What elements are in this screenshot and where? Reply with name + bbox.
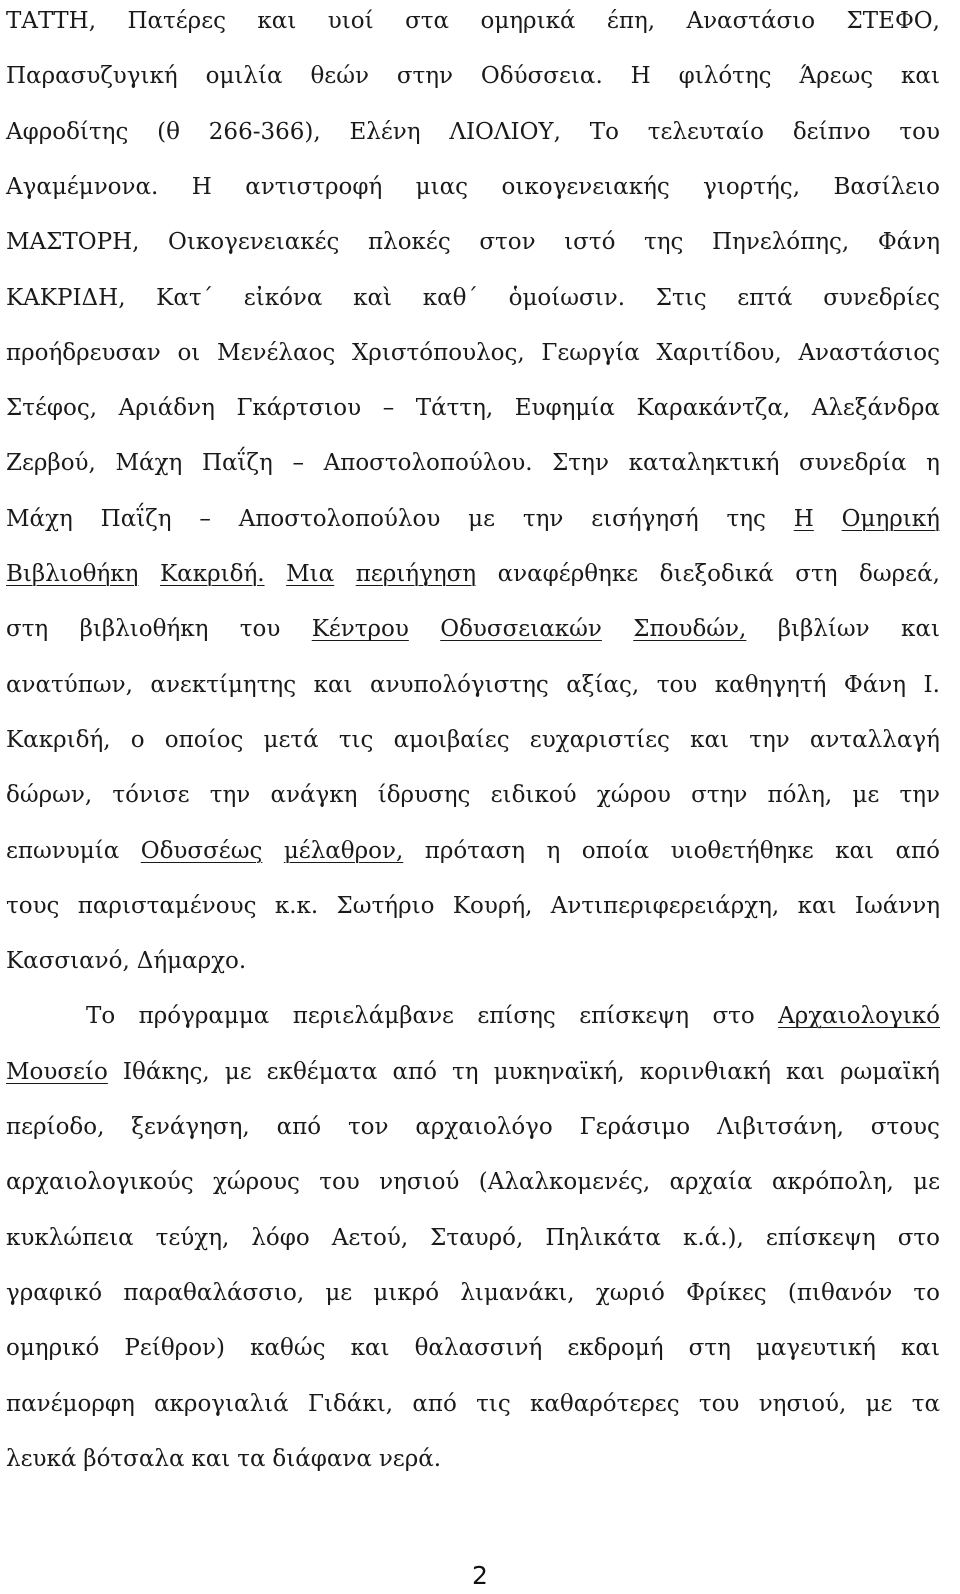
text-word: Χαριτίδου,: [656, 339, 782, 366]
text-word: πλοκές: [368, 229, 451, 256]
text-word: στο: [712, 1003, 755, 1030]
text-word: περιήγηση: [355, 561, 477, 587]
text-word: του: [698, 1390, 740, 1417]
text-word: του: [239, 616, 281, 643]
text-line: [6, 775, 940, 815]
text-word: και: [901, 616, 940, 643]
text-word: κορινθιακή: [639, 1058, 771, 1085]
text-word: φιλότης: [678, 63, 772, 90]
text-word: ξενάγηση,: [131, 1114, 250, 1140]
text-word: καταληκτική: [628, 450, 780, 477]
text-word: Αντιπεριφερειάρχη,: [550, 892, 780, 919]
text-line: [6, 388, 940, 428]
text-word: Παΐζη: [201, 450, 273, 477]
text-word: Γεράσιμο: [579, 1114, 691, 1140]
text-word: βιβλιοθήκη: [79, 616, 209, 643]
text-word: τις: [338, 726, 374, 753]
text-word: μέλαθρον,: [283, 837, 404, 864]
text-word: λόφο: [251, 1224, 310, 1251]
text-word: Ιθάκης,: [122, 1058, 210, 1085]
text-word: Φάνη: [843, 671, 907, 698]
document-page: [6, 0, 940, 1594]
text-line: [6, 56, 940, 96]
text-word: Σταυρό,: [430, 1224, 524, 1251]
text-word: Πατέρες: [127, 8, 226, 34]
text-word: αναφέρθηκε: [497, 561, 639, 587]
text-word: ρωμαϊκή: [839, 1058, 940, 1085]
text-word: λευκά: [6, 1445, 77, 1472]
text-word: και: [257, 8, 297, 34]
text-word: και: [901, 63, 940, 90]
text-word: και: [350, 1335, 390, 1362]
text-word: Δήμαρχο.: [136, 948, 247, 975]
text-word: καθηγητή: [714, 671, 827, 698]
text-word: επωνυμία: [6, 837, 120, 864]
text-word: ΚΑΚΡΙΔΗ,: [6, 284, 126, 311]
text-word: Αφροδίτης: [6, 118, 129, 145]
text-word: ακρόπολη,: [771, 1169, 894, 1196]
text-word: με: [913, 1169, 940, 1196]
text-word: ανταλλαγή: [809, 726, 940, 753]
text-word: καθ΄: [422, 284, 478, 311]
text-word: τελευταίο: [647, 118, 765, 145]
text-word: Μάχη: [6, 505, 73, 532]
text-word: και: [786, 1058, 825, 1085]
text-word: από: [895, 837, 940, 864]
text-word: Κακριδή.: [159, 561, 265, 587]
text-word: (θ: [157, 118, 180, 145]
text-word: την: [749, 726, 790, 753]
text-word: υιοθετήθηκε: [670, 837, 814, 864]
text-word: Φρίκες: [686, 1279, 767, 1306]
text-line: [6, 333, 940, 373]
text-word: και: [690, 726, 730, 753]
text-word: ανεκτίμητης: [150, 671, 297, 698]
text-word: συνεδρία: [799, 450, 907, 477]
text-word: Αναστάσιος: [798, 339, 940, 366]
text-word: καθαρότερες: [529, 1390, 680, 1417]
text-word: διάφανα: [272, 1445, 372, 1472]
text-word: με: [852, 782, 880, 809]
text-word: Αναστάσιο: [686, 8, 816, 34]
text-word: η: [926, 450, 940, 477]
text-word: από: [392, 1058, 437, 1085]
text-word: χώρους: [212, 1169, 300, 1196]
text-word: με: [224, 1058, 252, 1085]
text-word: με: [865, 1390, 893, 1417]
text-word: ανυπολόγιστης: [370, 671, 549, 698]
text-line: [6, 554, 940, 594]
text-word: ομηρικά: [480, 8, 576, 34]
text-word: Ζερβού,: [6, 450, 96, 477]
text-word: τη: [452, 1058, 479, 1085]
text-line: [6, 222, 940, 262]
text-word: νησιού,: [758, 1390, 847, 1417]
text-word: Στέφος,: [6, 395, 98, 422]
text-word: και: [901, 1335, 940, 1362]
text-line: [6, 720, 940, 760]
text-word: Γεωργία: [541, 339, 640, 366]
text-word: ευχαριστίες: [529, 726, 670, 753]
text-word: ακρογιαλιά: [154, 1390, 289, 1417]
text-word: εκδρομή: [567, 1335, 664, 1362]
text-word: υιοί: [327, 8, 374, 34]
text-word: Η: [630, 63, 651, 90]
text-word: στη: [795, 561, 838, 587]
text-line: [6, 112, 940, 152]
text-word: τεύχη,: [155, 1224, 230, 1251]
text-word: μικρό: [373, 1279, 440, 1306]
text-word: Καρακάντζα,: [636, 395, 791, 422]
text-word: τις: [476, 1390, 511, 1417]
text-word: Στις: [655, 284, 707, 311]
text-word: οποίος: [164, 726, 244, 753]
text-word: του: [656, 671, 698, 698]
text-word: επτά: [737, 284, 793, 311]
text-word: και: [191, 1445, 231, 1472]
text-word: εἰκόνα: [243, 284, 323, 311]
text-word: Πηλικάτα: [545, 1224, 661, 1251]
text-word: ιστό: [564, 229, 616, 256]
text-word: παρισταμένους: [77, 892, 257, 919]
text-word: από: [276, 1114, 322, 1140]
text-word: Το: [86, 1003, 116, 1030]
text-word: Μια: [286, 561, 335, 587]
text-word: Οδύσσεια.: [480, 63, 603, 90]
text-word: Κατ΄: [156, 284, 214, 311]
text-word: Κουρή,: [452, 892, 533, 919]
text-word: Αλεξάνδρα: [811, 395, 940, 422]
text-word: (Αλαλκομενές,: [478, 1169, 651, 1196]
text-word: γραφικό: [6, 1279, 103, 1306]
text-word: μετά: [263, 726, 319, 753]
text-word: Τάττη,: [415, 395, 494, 422]
text-word: –: [199, 505, 211, 532]
text-word: Λιβιτσάνη,: [716, 1114, 844, 1140]
text-word: βότσαλα: [83, 1445, 185, 1472]
text-word: ειδικού: [490, 782, 577, 809]
text-word: Παΐζη: [100, 505, 172, 532]
text-word: αμοιβαίες: [393, 726, 510, 753]
text-word: Οδυσσειακών: [440, 616, 602, 643]
text-word: έπη,: [606, 8, 656, 34]
text-word: μυκηναϊκή,: [493, 1058, 625, 1085]
text-word: αρχαιολογικούς: [6, 1169, 194, 1196]
text-word: ομηρικό: [6, 1335, 100, 1362]
text-word: συνεδρίες: [823, 284, 940, 311]
text-word: αρχαιολόγο: [415, 1114, 553, 1140]
text-word: τους: [6, 892, 60, 919]
text-word: της: [726, 505, 766, 532]
text-word: Ρείθρον): [124, 1335, 226, 1362]
text-line: [6, 665, 940, 705]
text-word: λιμανάκι,: [460, 1279, 575, 1306]
text-word: ο: [130, 726, 145, 753]
text-line: [6, 167, 940, 207]
text-word: στην: [691, 782, 748, 809]
text-word: Αριάδνη: [118, 395, 215, 422]
text-word: του: [319, 1169, 360, 1196]
text-word: ομιλία: [205, 63, 283, 90]
text-word: Βιβλιοθήκη: [6, 561, 139, 587]
text-word: Οικογενειακές: [168, 229, 340, 256]
text-word: πανέμορφη: [6, 1390, 135, 1417]
text-word: στον: [479, 229, 536, 256]
text-word: Το: [589, 118, 619, 145]
text-line: [6, 1, 940, 41]
text-word: δωρεά,: [859, 561, 940, 587]
text-word: Η: [793, 505, 814, 532]
text-word: Φάνη: [877, 229, 940, 256]
text-line: [6, 1162, 940, 1202]
text-line: [6, 996, 940, 1036]
text-word: το: [913, 1279, 940, 1306]
page-number: 2: [472, 1561, 488, 1590]
text-word: χώρου: [596, 782, 671, 809]
text-line: [6, 1328, 940, 1368]
text-word: κυκλώπεια: [6, 1224, 134, 1251]
text-word: Σωτήριο: [336, 892, 435, 919]
text-word: οποία: [581, 837, 650, 864]
text-word: δώρων,: [6, 782, 93, 809]
text-word: Στην: [552, 450, 609, 477]
text-word: –: [292, 450, 304, 477]
text-word: την: [522, 505, 564, 532]
text-word: νερά.: [378, 1445, 442, 1472]
text-word: τόνισε: [112, 782, 190, 809]
text-word: κ.κ.: [274, 892, 319, 919]
text-word: (πιθανόν: [787, 1279, 893, 1306]
text-word: στη: [688, 1335, 731, 1362]
text-word: αξίας,: [566, 671, 640, 698]
text-word: θαλασσινή: [414, 1335, 543, 1362]
text-line: [6, 443, 940, 483]
text-word: Ι.: [923, 671, 940, 698]
text-word: επίσης: [477, 1003, 556, 1030]
text-word: Αρχαιολογικό: [778, 1003, 940, 1030]
text-word: –: [382, 395, 395, 422]
text-word: με: [468, 505, 496, 532]
text-word: η: [546, 837, 561, 864]
text-word: Γκάρτσιου: [236, 395, 362, 422]
text-word: ΛΙΟΛΙΟΥ,: [449, 118, 561, 145]
text-line: [6, 1273, 940, 1313]
text-word: Αποστολοπούλου: [238, 505, 441, 532]
text-word: του: [899, 118, 940, 145]
text-word: οικογενειακής: [501, 173, 670, 200]
text-word: Μουσείο: [6, 1058, 108, 1085]
text-word: Μενέλαος: [217, 339, 336, 366]
text-word: περιελάμβανε: [292, 1003, 454, 1030]
text-line: [6, 1439, 940, 1479]
text-word: στην: [396, 63, 454, 90]
text-word: στα: [405, 8, 450, 34]
text-word: οι: [177, 339, 201, 366]
text-word: Ομηρική: [841, 505, 940, 532]
text-word: θεών: [310, 63, 369, 90]
text-word: καὶ: [353, 284, 393, 311]
text-word: ὁμοίωσιν.: [508, 284, 626, 311]
text-word: περίοδο,: [6, 1114, 105, 1140]
text-word: Βασίλειο: [833, 173, 940, 200]
text-word: ΜΑΣΤΟΡΗ,: [6, 229, 140, 256]
text-word: ίδρυσης: [377, 782, 471, 809]
text-line: [6, 1052, 940, 1092]
text-word: ανατύπων,: [6, 671, 133, 698]
text-word: τα: [237, 1445, 266, 1472]
text-word: διεξοδικά: [659, 561, 774, 587]
text-word: Μάχη: [115, 450, 183, 477]
text-word: Ελένη: [349, 118, 421, 145]
text-line: [6, 886, 940, 926]
text-word: Κακριδή,: [6, 726, 111, 753]
text-line: [6, 609, 940, 649]
text-word: τον: [347, 1114, 389, 1140]
text-word: την: [899, 782, 940, 809]
text-word: της: [644, 229, 684, 256]
text-word: καθώς: [250, 1335, 326, 1362]
text-word: αρχαία: [669, 1169, 753, 1196]
text-word: Αγαμέμνονα.: [6, 173, 159, 200]
text-word: γιορτής,: [703, 173, 801, 200]
text-word: πόλη,: [767, 782, 833, 809]
text-word: δείπνο: [792, 118, 871, 145]
text-word: στους: [870, 1114, 940, 1140]
text-word: Σπουδών,: [633, 616, 747, 643]
text-word: Γιδάκι,: [307, 1390, 394, 1417]
text-word: μαγευτική: [755, 1335, 876, 1362]
text-word: χωριό: [595, 1279, 665, 1306]
text-word: Κέντρου: [311, 616, 409, 643]
text-word: Αποστολοπούλου.: [323, 450, 533, 477]
text-word: ΣΤΕΦΟ,: [846, 8, 940, 34]
text-line: [6, 941, 940, 981]
text-word: επίσκεψη: [765, 1224, 876, 1251]
text-word: Χριστόπουλος,: [351, 339, 525, 366]
text-word: Αετού,: [331, 1224, 409, 1251]
text-line: [6, 1218, 940, 1258]
text-word: εισήγησή: [591, 505, 699, 532]
text-line: [6, 278, 940, 318]
text-word: και: [313, 671, 353, 698]
text-word: με: [325, 1279, 353, 1306]
text-word: Παρασυζυγική: [6, 63, 178, 90]
text-word: πρόγραμμα: [138, 1003, 270, 1030]
text-word: Οδυσσέως: [140, 837, 263, 864]
text-word: και: [797, 892, 837, 919]
text-word: κ.ά.),: [682, 1224, 744, 1251]
text-word: ΤΑΤΤΗ,: [6, 8, 97, 34]
text-word: Κασσιανό,: [6, 948, 130, 975]
text-word: αντιστροφή: [245, 173, 383, 200]
text-word: πρόταση: [424, 837, 526, 864]
text-word: Ιωάννη: [854, 892, 940, 919]
text-word: στο: [897, 1224, 940, 1251]
text-word: ανάγκη: [270, 782, 358, 809]
text-word: από: [412, 1390, 457, 1417]
text-line: [6, 499, 940, 539]
text-word: Άρεως: [799, 63, 874, 90]
text-word: προήδρευσαν: [6, 339, 161, 366]
text-line: [6, 1107, 940, 1147]
text-word: Πηνελόπης,: [712, 229, 850, 256]
text-word: εκθέματα: [266, 1058, 378, 1085]
text-word: στη: [6, 616, 49, 643]
text-line: [6, 1384, 940, 1424]
text-word: βιβλίων: [777, 616, 870, 643]
text-word: μιας: [415, 173, 469, 200]
text-word: Η: [191, 173, 212, 200]
text-word: και: [835, 837, 875, 864]
text-word: παραθαλάσσιο,: [123, 1279, 305, 1306]
text-word: την: [209, 782, 251, 809]
text-line: [6, 831, 940, 871]
text-word: νησιού: [379, 1169, 460, 1196]
text-word: επίσκεψη: [579, 1003, 690, 1030]
text-word: 266-366),: [208, 118, 321, 145]
text-word: τα: [911, 1390, 940, 1417]
text-word: Ευφημία: [514, 395, 615, 422]
